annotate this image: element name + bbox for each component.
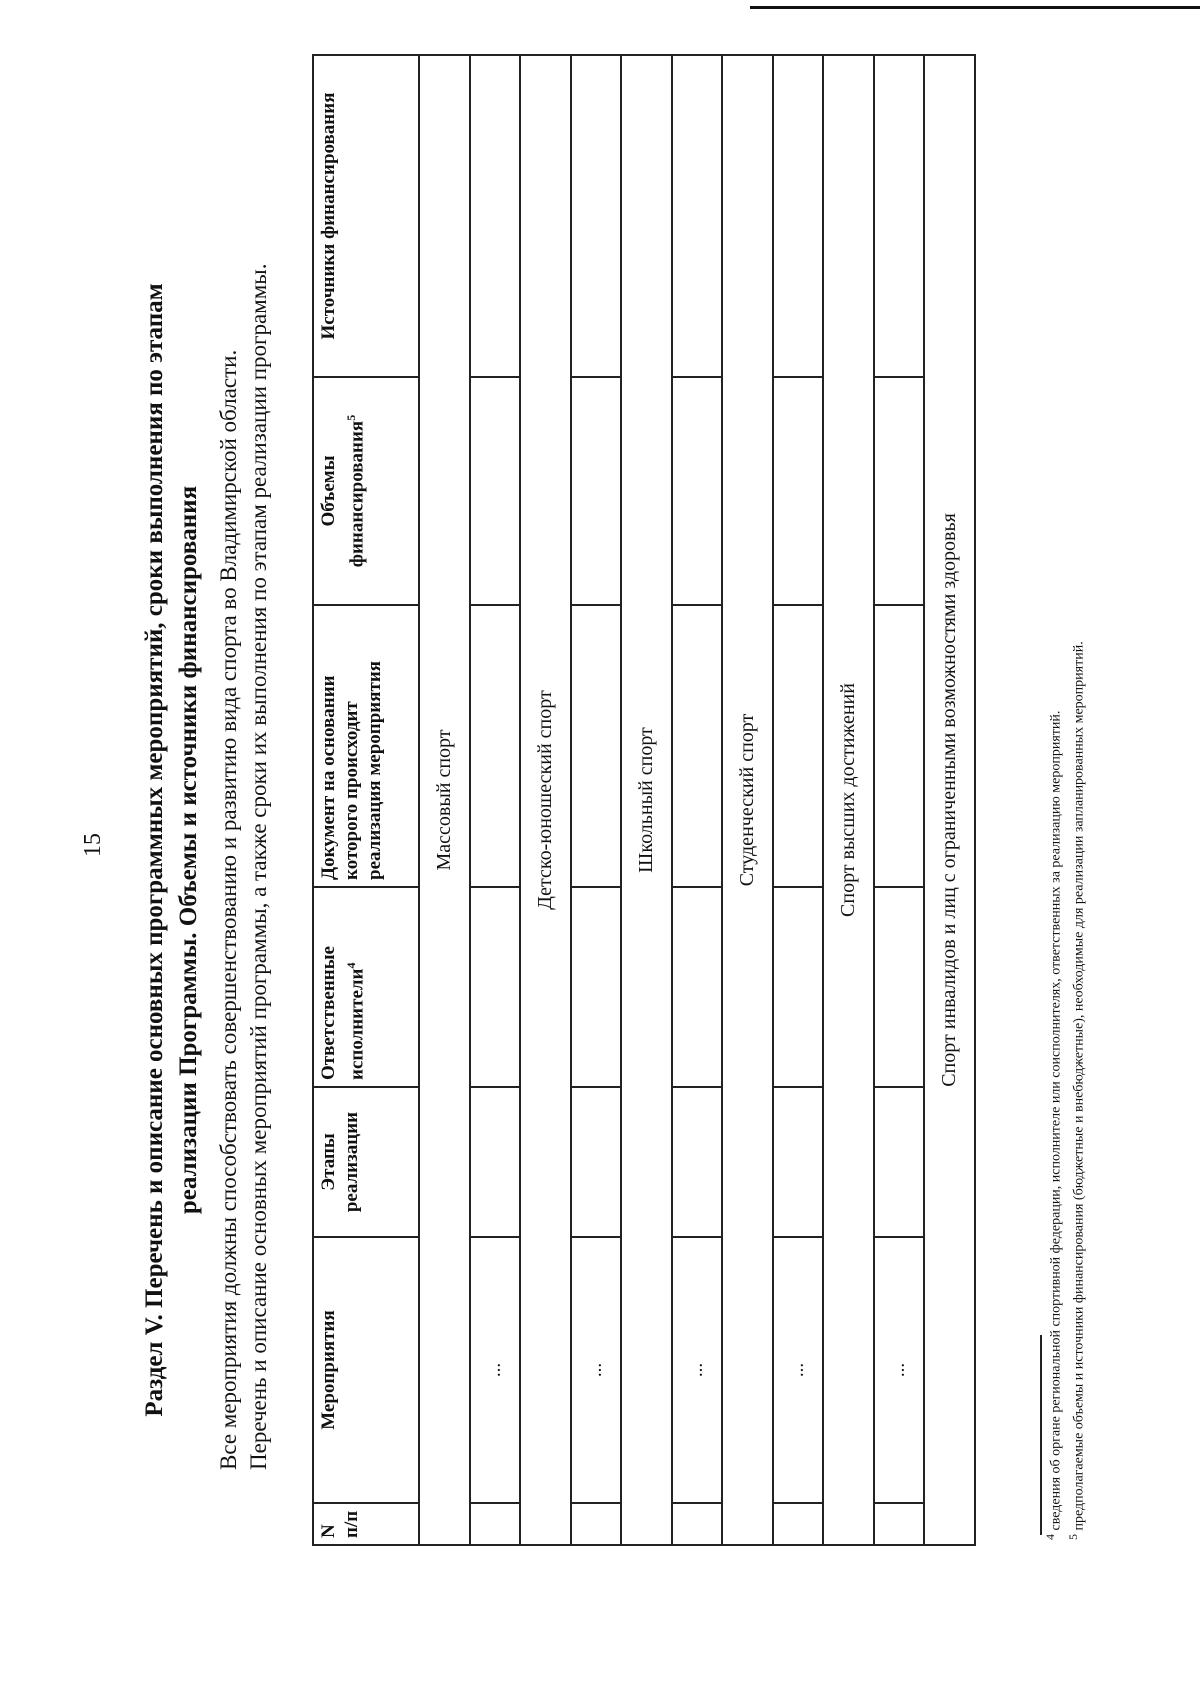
footnote-5-text: предполагаемые объемы и источники финансирования (бюджетные и внебюджетные), необходимые для реализации запланированных мероприятий. xyxy=(1071,641,1087,1534)
header-sources: Источники финансирования xyxy=(313,55,419,377)
table-cell xyxy=(773,377,823,605)
table-cell xyxy=(470,377,520,605)
intro-paragraph-1: Все мероприятия должны способствовать совершенствованию и развитию вида спорта во Владимирской области. xyxy=(216,349,241,1470)
header-responsible-text: Ответственные исполнители xyxy=(318,946,368,1080)
table-cell xyxy=(874,55,924,377)
section-row xyxy=(621,55,672,1545)
intro-paragraph-2: Перечень и описание основных мероприятий программы, а также сроки их выполнения по этапам реализации программы. xyxy=(246,263,271,1470)
table-row xyxy=(773,55,823,1545)
table-cell xyxy=(672,1087,722,1237)
header-number: N п/п xyxy=(313,1503,419,1545)
section-title-cell: Студенческий спорт xyxy=(722,55,773,1545)
header-volumes-text: Объемы финансирования xyxy=(318,420,368,568)
intro-text xyxy=(214,60,274,1540)
footnote-4-text: сведения об органе региональной спортивной федерации, исполнителе или соисполнителях, ответственных за реализацию мероприятий. xyxy=(1048,710,1064,1534)
footnote-4-mark: 4 xyxy=(1043,1534,1057,1540)
section-title-line1: Раздел V. Перечень и описание основных программных мероприятий, сроки выполнения по этапам xyxy=(141,283,168,1417)
header-activities: Мероприятия xyxy=(313,1237,419,1503)
table-cell xyxy=(470,55,520,377)
table-header-row xyxy=(313,55,419,1545)
table-cell xyxy=(672,887,722,1087)
table-row xyxy=(571,55,621,1545)
section-row xyxy=(924,55,975,1545)
page-number: 15 xyxy=(80,833,106,857)
table-cell xyxy=(773,605,823,887)
table-cell xyxy=(773,1503,823,1545)
table-cell xyxy=(773,887,823,1087)
table-cell xyxy=(571,1503,621,1545)
table-cell xyxy=(672,605,722,887)
table-cell: ... xyxy=(571,1237,621,1503)
section-row xyxy=(722,55,773,1545)
rotated-content xyxy=(80,0,1120,1690)
table-cell xyxy=(470,605,520,887)
table-cell xyxy=(571,1087,621,1237)
table-cell: ... xyxy=(773,1237,823,1503)
table-body xyxy=(313,55,975,1545)
table-cell xyxy=(672,55,722,377)
footnote-ref-5: 5 xyxy=(344,414,358,421)
section-title-cell: Школьный спорт xyxy=(621,55,672,1545)
section-title-cell: Детско-юношеский спорт xyxy=(520,55,571,1545)
table-cell xyxy=(571,887,621,1087)
table-cell xyxy=(874,1087,924,1237)
table-cell xyxy=(571,377,621,605)
table-cell xyxy=(874,605,924,887)
table-cell: ... xyxy=(874,1237,924,1503)
header-document: Документ на основании которого происходит реализация мероприятия xyxy=(313,605,419,887)
section-title-cell: Массовый спорт xyxy=(419,55,470,1545)
table-cell xyxy=(874,1503,924,1545)
table-row xyxy=(470,55,520,1545)
section-title xyxy=(138,130,206,1570)
section-title-line2: реализации Программы. Объемы и источники финансирования xyxy=(175,485,202,1215)
header-volumes xyxy=(313,377,419,605)
header-stages: Этапы реализации xyxy=(313,1087,419,1237)
table-cell xyxy=(773,1087,823,1237)
footnote-5 xyxy=(1065,60,1088,1540)
table-cell xyxy=(874,377,924,605)
section-row xyxy=(520,55,571,1545)
section-row xyxy=(823,55,874,1545)
table-cell xyxy=(470,887,520,1087)
section-title-cell: Спорт высших достижений xyxy=(823,55,874,1545)
table-cell: ... xyxy=(470,1237,520,1503)
section-title-cell: Спорт инвалидов и лиц с ограниченными возможностями здоровья xyxy=(924,55,975,1545)
table-cell xyxy=(773,55,823,377)
footnote-4 xyxy=(1042,60,1065,1540)
table-cell xyxy=(470,1087,520,1237)
table-cell xyxy=(571,55,621,377)
table-cell xyxy=(571,605,621,887)
activities-table xyxy=(312,54,976,1546)
table-row xyxy=(672,55,722,1545)
table-cell xyxy=(470,1503,520,1545)
table-cell: ... xyxy=(672,1237,722,1503)
footnote-5-mark: 5 xyxy=(1065,1534,1080,1540)
table-cell xyxy=(672,377,722,605)
table-cell xyxy=(672,1503,722,1545)
footnotes xyxy=(1042,60,1087,1540)
table-row xyxy=(874,55,924,1545)
footnote-ref-4: 4 xyxy=(344,962,358,969)
table-cell xyxy=(874,887,924,1087)
section-row xyxy=(419,55,470,1545)
header-responsible xyxy=(313,887,419,1087)
